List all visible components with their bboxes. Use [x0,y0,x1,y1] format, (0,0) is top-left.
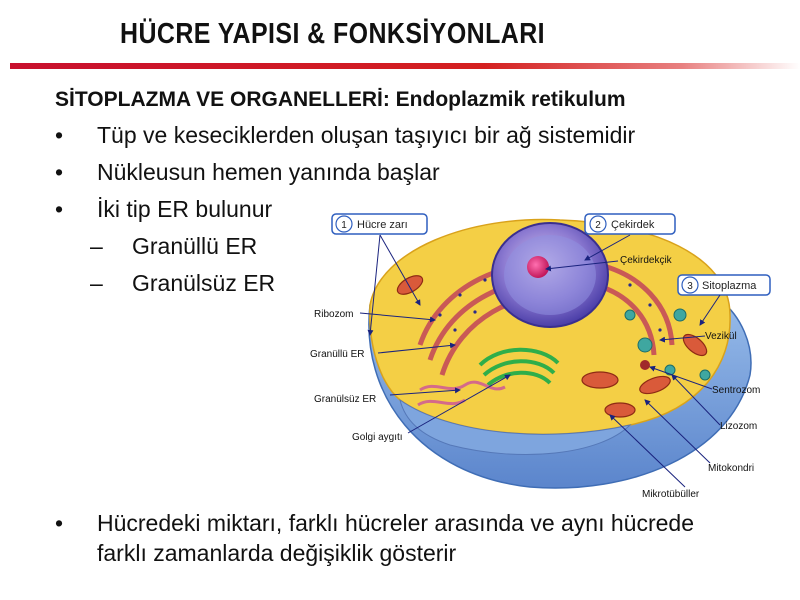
label-lysosome: Lizozom [720,421,758,432]
label-mitochondria: Mitokondri [708,463,755,474]
bullet-text: İki tip ER bulunur [97,196,273,222]
bullet-text: Tüp ve keseciklerden oluşan taşıyıcı bir ağ sistemidir [97,122,636,148]
label-golgi: Golgi aygıtı [352,432,403,443]
label-centrosome: Sentrozom [712,385,761,396]
bullet-item [55,159,440,186]
label-rough-er: Granüllü ER [310,349,365,360]
callout-number: 3 [687,281,693,292]
sub-bullet-text: Granülsüz ER [132,270,276,296]
callout-number: 1 [341,220,347,231]
slide-title: HÜCRE YAPISI & FONKSİYONLARI [120,18,546,50]
callout-cell-membrane [332,214,427,234]
bullet-item [55,122,635,149]
callout-cytoplasm [678,275,770,295]
bullet-mark: • [55,510,64,536]
label-vesicle: Vezikül [705,331,737,342]
callout-label: Sitoplazma [702,280,757,292]
bullet-item [55,196,272,223]
callout-number: 2 [595,220,601,231]
bullet-mark: • [55,159,64,185]
sub-bullet-mark: – [90,270,103,296]
callout-label: Hücre zarı [357,219,408,231]
sub-bullet-text: Granüllü ER [132,233,258,259]
label-ribosome: Ribozom [314,309,354,320]
cell-diagram [300,195,780,505]
sub-bullet-mark: – [90,233,103,259]
bullet-text: Nükleusun hemen yanında başlar [97,159,440,185]
section-heading: SİTOPLAZMA VE ORGANELLERİ: Endoplazmik retikulum [55,88,626,111]
label-microtubules: Mikrotübüller [642,489,700,500]
sub-bullet-item [90,233,257,260]
callout-label: Çekirdek [611,219,655,231]
callout-nucleus [585,214,675,234]
nucleolus [527,256,549,278]
bullet-mark: • [55,122,64,148]
bullet-mark: • [55,196,64,222]
label-smooth-er: Granülsüz ER [314,394,377,405]
title-divider [10,63,800,69]
centrosome [640,360,650,370]
sub-bullet-item [90,270,275,297]
bullet-text: Hücredeki miktarı, farklı hücreler arasında ve aynı hücrede farklı zamanlarda değişiklik gösterir [97,510,694,566]
label-nucleolus: Çekirdekçik [620,255,672,266]
